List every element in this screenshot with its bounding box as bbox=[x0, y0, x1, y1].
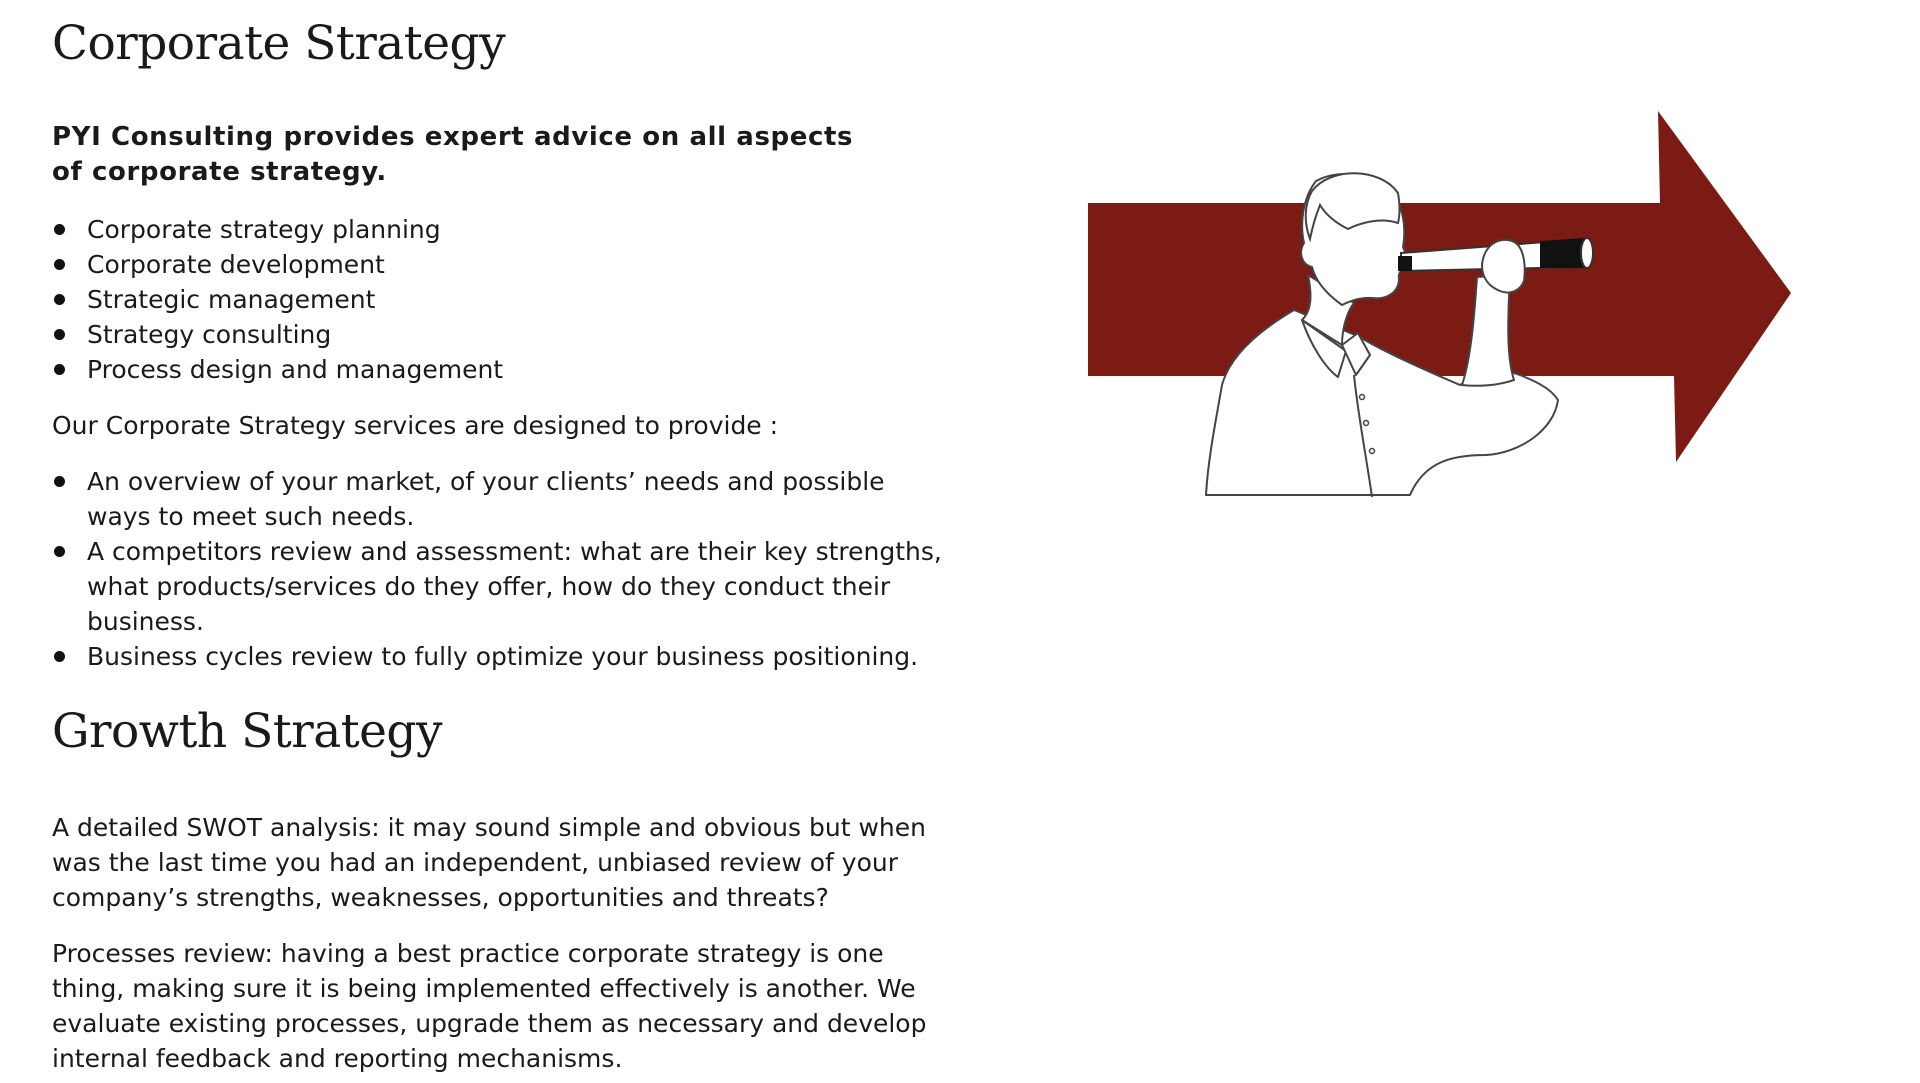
list-item: A competitors review and assessment: what are their key strengths, what products/services do they offer, how do they conduct their business. bbox=[52, 534, 952, 639]
swot-paragraph: A detailed SWOT analysis: it may sound simple and obvious but when was the last time you had an independent, unbiased review of your company’s strengths, weaknesses, opportunities and threats? bbox=[52, 813, 926, 912]
list-item: Business cycles review to fully optimize your business positioning. bbox=[52, 639, 952, 674]
list-item: Corporate strategy planning bbox=[52, 212, 952, 247]
man-with-telescope-arrow-illustration bbox=[1080, 105, 1800, 525]
processes-paragraph: Processes review: having a best practice corporate strategy is one thing, making sure it is being implemented effectively is another. We evaluate existing processes, upgrade them as necessary and develop internal feedback and reporting mechanisms. bbox=[52, 939, 927, 1073]
list-item: Process design and management bbox=[52, 352, 952, 387]
growth-strategy-heading: Growth Strategy bbox=[52, 704, 443, 759]
corporate-intro: PYI Consulting provides expert advice on all aspects of corporate strategy. bbox=[52, 122, 854, 187]
services-lead-text: Our Corporate Strategy services are designed to provide : bbox=[52, 411, 779, 440]
services-list bbox=[52, 464, 952, 674]
corporate-aspects-list bbox=[52, 212, 952, 387]
corporate-strategy-heading: Corporate Strategy bbox=[52, 16, 506, 71]
list-item: Strategic management bbox=[52, 282, 952, 317]
list-item: An overview of your market, of your clients’ needs and possible ways to meet such needs. bbox=[52, 464, 952, 534]
list-item: Corporate development bbox=[52, 247, 952, 282]
telescope-arrow-icon bbox=[1080, 105, 1800, 525]
list-item: Strategy consulting bbox=[52, 317, 952, 352]
